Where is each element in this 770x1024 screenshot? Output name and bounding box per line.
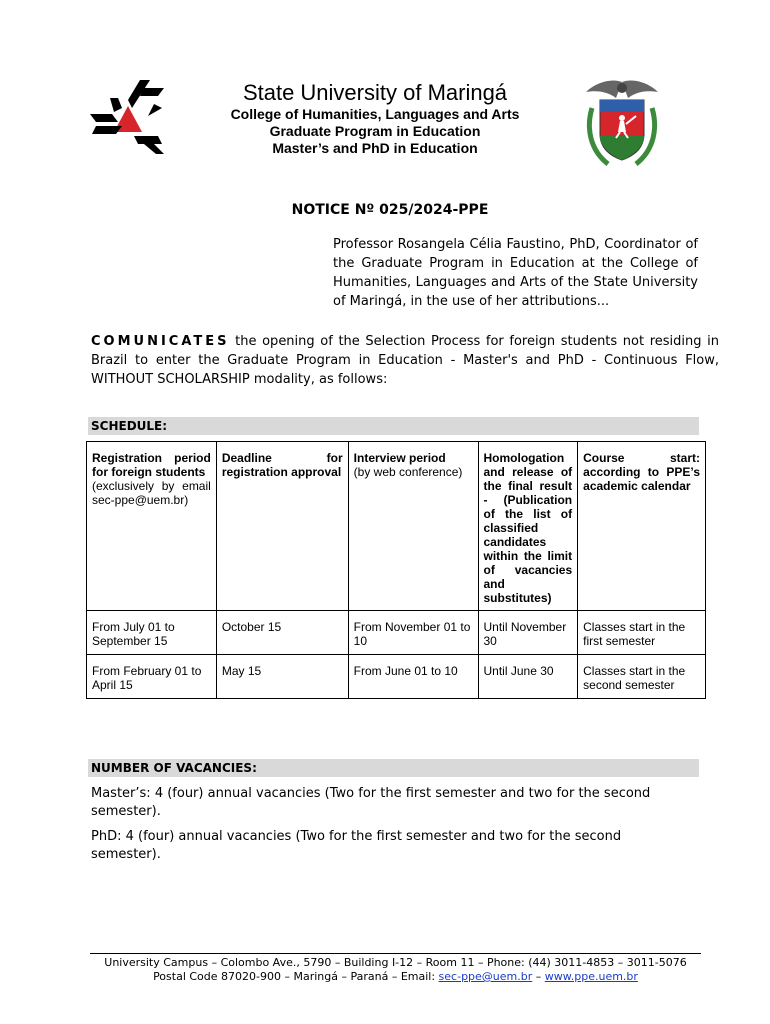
header-cell-note: (by web conference) — [353, 465, 463, 479]
header-cell-bold: Course start: according to PPE’s academic calendar — [583, 451, 700, 493]
footer-separator: – — [532, 970, 545, 983]
phd-vacancies: PhD: 4 (four) annual vacancies (Two for the first semester and two for the second semester). — [91, 829, 622, 862]
website-link[interactable]: www.ppe.uem.br — [544, 970, 638, 983]
communicates-paragraph — [91, 332, 719, 389]
table-cell: Classes start in the first semester — [578, 611, 706, 655]
college-name: College of Humanities, Languages and Arts — [230, 106, 520, 122]
header-cell-note: (exclusively by email sec-ppe@uem.br) — [92, 479, 211, 507]
degrees-name: Master’s and PhD in Education — [272, 140, 478, 156]
footer — [90, 956, 701, 984]
program-name: Graduate Program in Education — [269, 123, 481, 139]
table-row — [87, 655, 706, 699]
header-cell-bold: Interview period — [353, 451, 446, 465]
footer-divider — [90, 953, 701, 954]
header-cell-bold: Homologation and release of the final result - (Publication of the list of classified candidates within the limit of vacancies and substitutes) — [483, 451, 573, 605]
table-row — [87, 611, 706, 655]
table-cell: From July 01 to September 15 — [87, 611, 217, 655]
header-cell — [478, 442, 578, 611]
intro-paragraph: Professor Rosangela Célia Faustino, PhD, Coordinator of the Graduate Program in Education at the College of Humanities, Languages and Arts of the State University of Maringá, in the use of her attributions... — [333, 237, 698, 309]
header-cell — [348, 442, 478, 611]
footer-address: University Campus – Colombo Ave., 5790 – Building I-12 – Room 11 – Phone: (44) 3011-4853 – 3011-5076 — [104, 956, 687, 969]
table-header-row — [87, 442, 706, 611]
table-cell: Until June 30 — [478, 655, 578, 699]
header-cell-bold: Registration period for foreign students — [92, 451, 211, 479]
footer-contact — [90, 970, 701, 984]
header-cell-bold: Deadline for registration approval — [221, 451, 343, 479]
state-coat-of-arms — [582, 78, 662, 170]
email-link[interactable]: sec-ppe@uem.br — [438, 970, 533, 983]
header-cell — [578, 442, 706, 611]
notice-title: NOTICE Nº 025/2024-PPE — [291, 202, 489, 218]
table-cell: From February 01 to April 15 — [87, 655, 217, 699]
university-name: State University of Maringá — [242, 80, 508, 105]
table-cell: October 15 — [216, 611, 348, 655]
header-cell — [87, 442, 217, 611]
schedule-section-title: SCHEDULE: — [88, 417, 699, 435]
communicates-label: COMUNICATES — [91, 334, 230, 349]
table-cell: Until November 30 — [478, 611, 578, 655]
schedule-table — [86, 441, 706, 699]
table-cell: May 15 — [216, 655, 348, 699]
table-cell: Classes start in the second semester — [578, 655, 706, 699]
table-cell: From November 01 to 10 — [348, 611, 478, 655]
footer-postal: Postal Code 87020-900 – Maringá – Paraná – Email: — [153, 970, 439, 983]
header-block — [190, 80, 560, 157]
communicates-text: the opening of the Selection Process for foreign students not residing in Brazil to enter the Graduate Program in Education - Master's and PhD - Continuous Flow, WITHOUT SCHOLARSHIP modality, as follows: — [91, 334, 719, 387]
header-cell — [216, 442, 348, 611]
table-cell: From June 01 to 10 — [348, 655, 478, 699]
university-logo — [88, 78, 166, 156]
masters-vacancies: Master’s: 4 (four) annual vacancies (Two for the first semester and two for the second semester). — [91, 786, 651, 819]
vacancies-section-title: NUMBER OF VACANCIES: — [88, 759, 699, 777]
